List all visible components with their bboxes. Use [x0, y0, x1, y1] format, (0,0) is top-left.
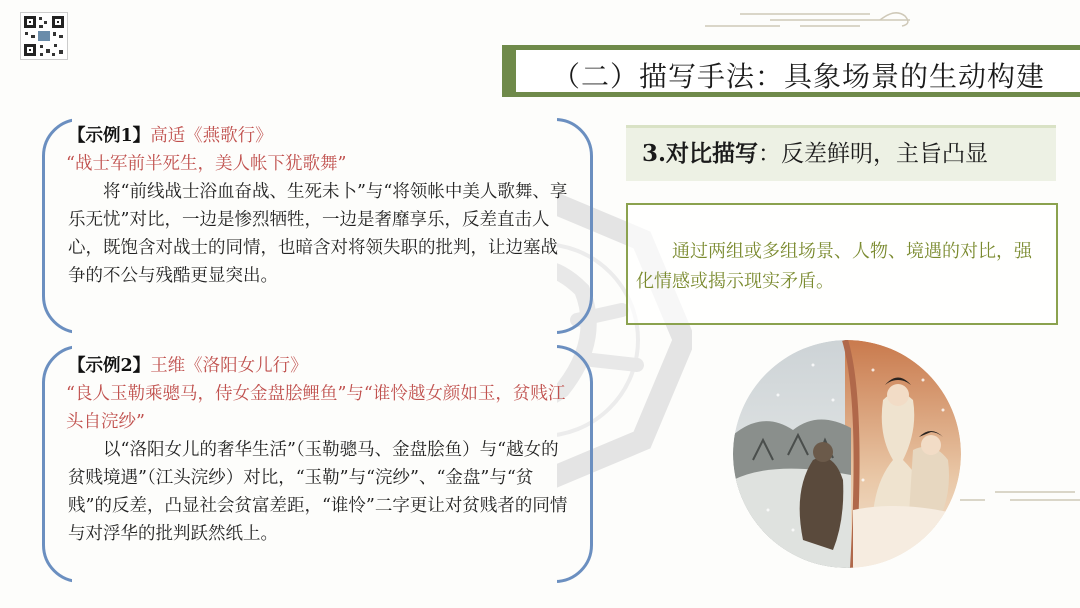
example1-block: [68, 122, 568, 290]
example2-heading: [68, 352, 568, 380]
example1-body: 将“前线战士浴血奋战、生死未卜”与“将领帐中美人歌舞、享乐无忧”对比，一边是惨烈牺牲，一边是奢靡享乐，反差直击人心，既饱含对战士的同情，也暗含对将领失职的批判，让边塞战争的不公与残酷更显突出。: [68, 182, 568, 286]
technique-name: 对比描写: [666, 140, 759, 167]
example1-quote: “战士军前半死生，美人帐下犹歌舞”: [66, 154, 347, 174]
example1-heading: [68, 122, 568, 150]
example2-label: 【示例2】: [68, 356, 151, 376]
technique-number: 3.: [642, 140, 667, 167]
description-text: 通过两组或多组场景、人物、境遇的对比，强化情感或揭示现实矛盾。: [636, 241, 1032, 292]
page-title: （二）描写手法：具象场景的生动构建: [552, 60, 1046, 93]
example2-body: 以“洛阳女儿的奢华生活”（玉勒骢马、金盘脍鱼）与“越女的贫贱境遇”（江头浣纱）对比，“玉勒”与“浣纱”、“金盘”与“贫贱”的反差，凸显社会贫富差距，“谁怜”二字更让对贫贱者的同情与对浮华的批判跃然纸上。: [68, 440, 568, 544]
painting-illustration: [733, 340, 961, 568]
technique-summary: ：反差鲜明，主旨凸显: [758, 141, 989, 167]
title-bar-inner: [512, 50, 1080, 92]
title-bar: [502, 45, 1080, 97]
example2-block: [68, 352, 568, 548]
technique-header: [626, 125, 1056, 181]
example1-author: 高适《燕歌行》: [150, 126, 273, 146]
example2-quote: “良人玉勒乘骢马，侍女金盘脍鲤鱼”与“谁怜越女颜如玉，贫贱江头自浣纱”: [66, 384, 566, 432]
technique-accent: [626, 125, 1056, 128]
technique-title: [642, 135, 988, 168]
example2-author: 王维《洛阳女儿行》: [150, 356, 308, 376]
description-box: [626, 203, 1058, 325]
qr-code-icon: [20, 12, 68, 60]
example1-label: 【示例1】: [68, 126, 151, 146]
